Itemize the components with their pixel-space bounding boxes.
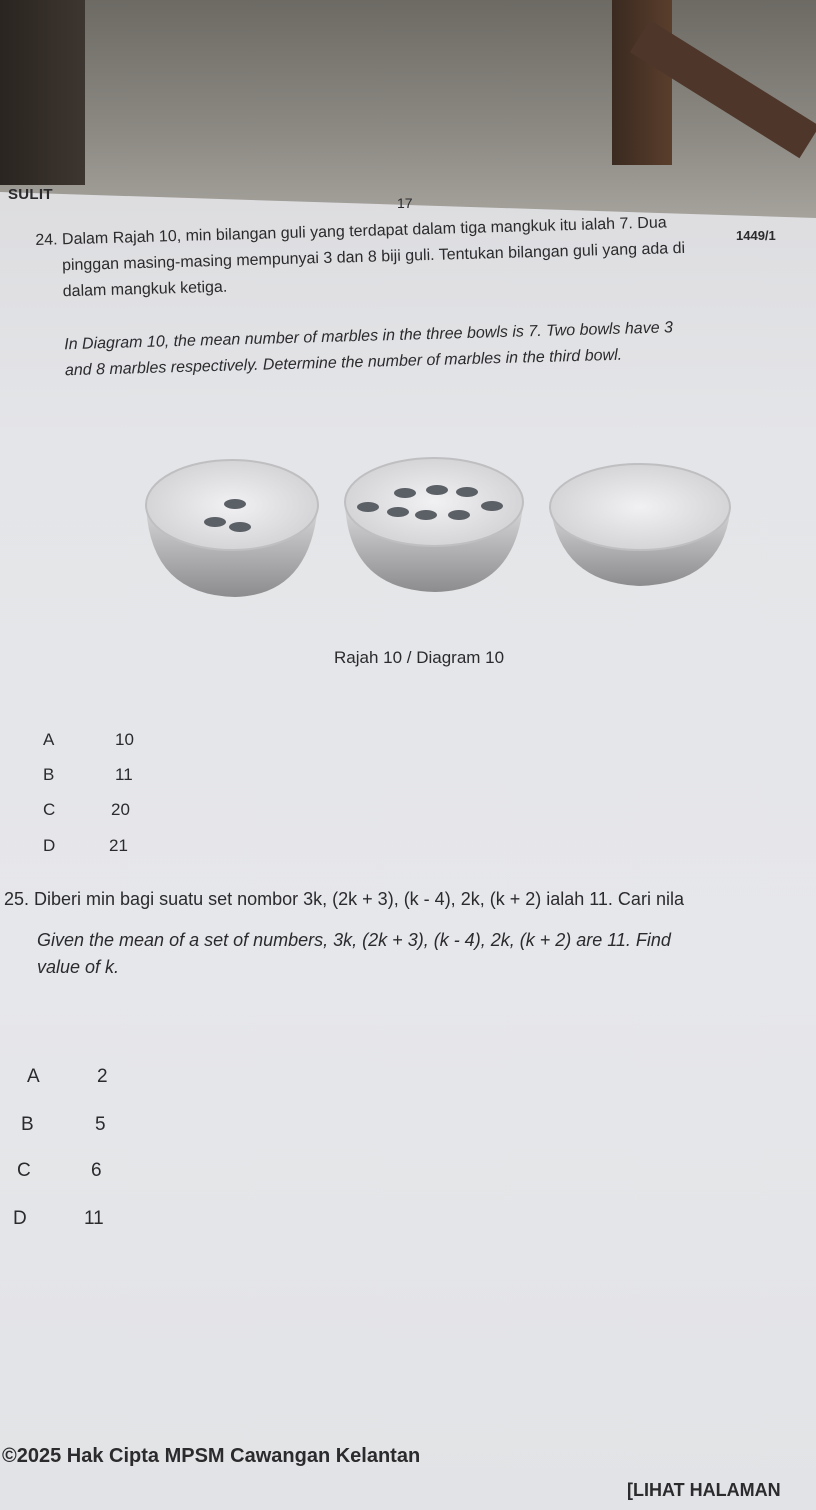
paper-code: 1449/1 xyxy=(736,228,776,243)
bowl-3 xyxy=(550,464,730,586)
marble xyxy=(456,487,478,497)
marble xyxy=(387,507,409,517)
question-24 xyxy=(35,206,816,385)
next-page-label: [LIHAT HALAMAN xyxy=(627,1480,781,1500)
q24-option-b-value: 11 xyxy=(115,765,133,784)
q24-option-d-letter: D xyxy=(43,836,56,855)
malay-line-1: Dalam Rajah 10, min bilangan guli yang terdapat dalam tiga mangkuk itu ialah 7. Dua xyxy=(61,214,667,249)
marble xyxy=(394,488,416,498)
q25-option-a-value: 2 xyxy=(97,1066,108,1087)
english-line-2: value of k. xyxy=(37,957,120,977)
q25-option-b-value: 5 xyxy=(95,1114,106,1135)
marble xyxy=(415,510,437,520)
q24-option-a-letter: A xyxy=(43,730,55,749)
marble xyxy=(224,499,246,509)
question-25-english xyxy=(4,927,816,981)
page-number: 17 xyxy=(397,195,413,211)
bowl-1 xyxy=(146,460,318,597)
marble xyxy=(426,485,448,495)
q24-option-c-value: 20 xyxy=(111,800,130,819)
english-line-1: Given the mean of a set of numbers, 3k, (2k + 3), (k - 4), 2k, (k + 2) are 11. Find xyxy=(37,930,671,950)
marble xyxy=(357,502,379,512)
q25-option-d-value: 11 xyxy=(84,1208,104,1229)
chair-leg-right xyxy=(612,0,672,165)
q25-option-c-value: 6 xyxy=(91,1160,102,1181)
q24-option-d-value: 21 xyxy=(109,836,128,855)
q24-option-a-value: 10 xyxy=(115,730,134,749)
q25-option-c-letter: C xyxy=(17,1160,31,1181)
english-line-1: In Diagram 10, the mean number of marbles in the three bowls is 7. Two bowls have 3 xyxy=(64,319,674,354)
header-sulit: SULIT xyxy=(8,186,53,203)
marble xyxy=(229,522,251,532)
malay-line-3: dalam mangkuk ketiga. xyxy=(62,278,228,301)
q25-option-a-letter: A xyxy=(27,1066,40,1087)
marble xyxy=(448,510,470,520)
malay-line-2: pinggan masing-masing mempunyai 3 dan 8 biji guli. Tentukan bilangan guli yang ada di xyxy=(61,239,686,275)
q24-option-c-letter: C xyxy=(43,800,56,819)
copyright-footer: ©2025 Hak Cipta MPSM Cawangan Kelantan xyxy=(2,1445,421,1467)
english-line-2: and 8 marbles respectively. Determine the number of marbles in the third bowl. xyxy=(64,346,623,380)
question-25 xyxy=(4,885,816,981)
bowl-2 xyxy=(345,458,523,592)
q24-option-b-letter: B xyxy=(43,765,55,784)
q25-option-d-letter: D xyxy=(13,1208,27,1229)
q25-option-b-letter: B xyxy=(21,1114,34,1135)
question-25-malay: 25. Diberi min bagi suatu set nombor 3k, (2k + 3), (k - 4), 2k, (k + 2) ialah 11. Cari nila xyxy=(4,889,684,909)
chair-leg-left xyxy=(0,0,85,185)
question-number: 24. xyxy=(35,231,58,249)
diagram-10-bowls xyxy=(140,455,740,615)
marble xyxy=(481,501,503,511)
diagram-caption: Rajah 10 / Diagram 10 xyxy=(334,648,505,667)
marble xyxy=(204,517,226,527)
